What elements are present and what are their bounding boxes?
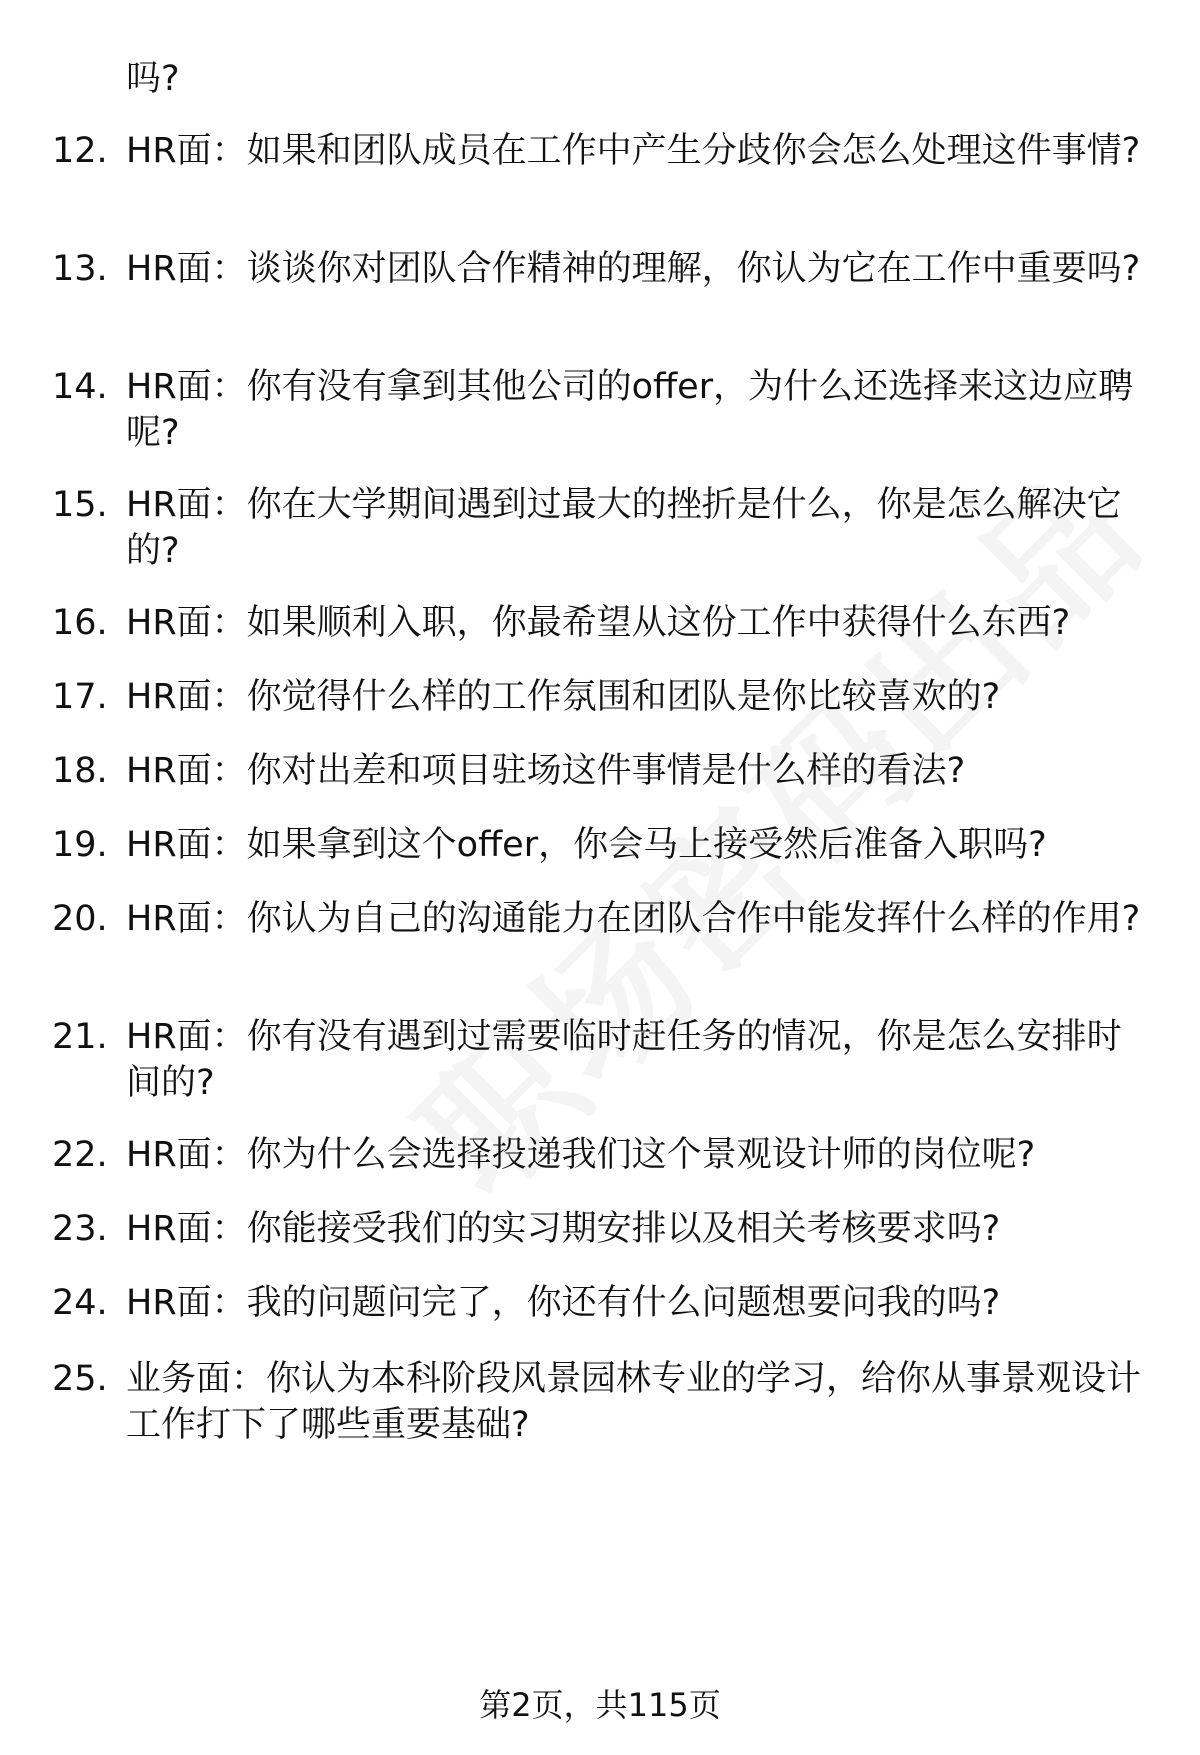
question-text: HR面：你认为自己的沟通能力在团队合作中能发挥什么样的作用? [126, 899, 1141, 939]
question-number: 16. [52, 603, 108, 643]
question-text: HR面：你为什么会选择投递我们这个景观设计师的岗位呢? [126, 1135, 1036, 1175]
watermark [365, 543, 1055, 1233]
question-text: HR面：如果拿到这个offer，你会马上接受然后准备入职吗? [126, 825, 1047, 865]
question-text: HR面：你有没有遇到过需要临时赶任务的情况，你是怎么安排时间的? [126, 1017, 1122, 1103]
page-footer: 第2页，共115页 [479, 1686, 721, 1724]
question-number: 14. [52, 367, 108, 407]
question-number: 18. [52, 751, 108, 791]
question-text: HR面：你能接受我们的实习期安排以及相关考核要求吗? [126, 1209, 1001, 1249]
question-number: 23. [52, 1209, 108, 1249]
question-text: HR面：谈谈你对团队合作精神的理解，你认为它在工作中重要吗? [126, 249, 1141, 289]
question-number: 12. [52, 131, 108, 171]
question-number: 25. [52, 1359, 108, 1399]
question-text: HR面：你觉得什么样的工作氛围和团队是你比较喜欢的? [126, 677, 1001, 717]
question-number: 15. [52, 485, 108, 525]
question-number: 22. [52, 1135, 108, 1175]
question-text: HR面：如果顺利入职，你最希望从这份工作中获得什么东西? [126, 603, 1071, 643]
question-text: 业务面：你认为本科阶段风景园林专业的学习，给你从事景观设计工作打下了哪些重要基础? [126, 1359, 1142, 1445]
question-text: HR面：你在大学期间遇到过最大的挫折是什么，你是怎么解决它的? [126, 485, 1122, 571]
question-number: 20. [52, 899, 108, 939]
question-text: HR面：我的问题问完了，你还有什么问题想要问我的吗? [126, 1283, 1001, 1323]
question-number: 13. [52, 249, 108, 289]
question-number: 19. [52, 825, 108, 865]
question-number: 24. [52, 1283, 108, 1323]
question-number: 17. [52, 677, 108, 717]
question-number: 21. [52, 1017, 108, 1057]
continuation-text: 吗? [126, 59, 180, 99]
question-text: HR面：你对出差和项目驻场这件事情是什么样的看法? [126, 751, 966, 791]
question-text: HR面：如果和团队成员在工作中产生分歧你会怎么处理这件事情? [126, 131, 1141, 171]
question-text: HR面：你有没有拿到其他公司的offer，为什么还选择来这边应聘呢? [126, 367, 1134, 453]
